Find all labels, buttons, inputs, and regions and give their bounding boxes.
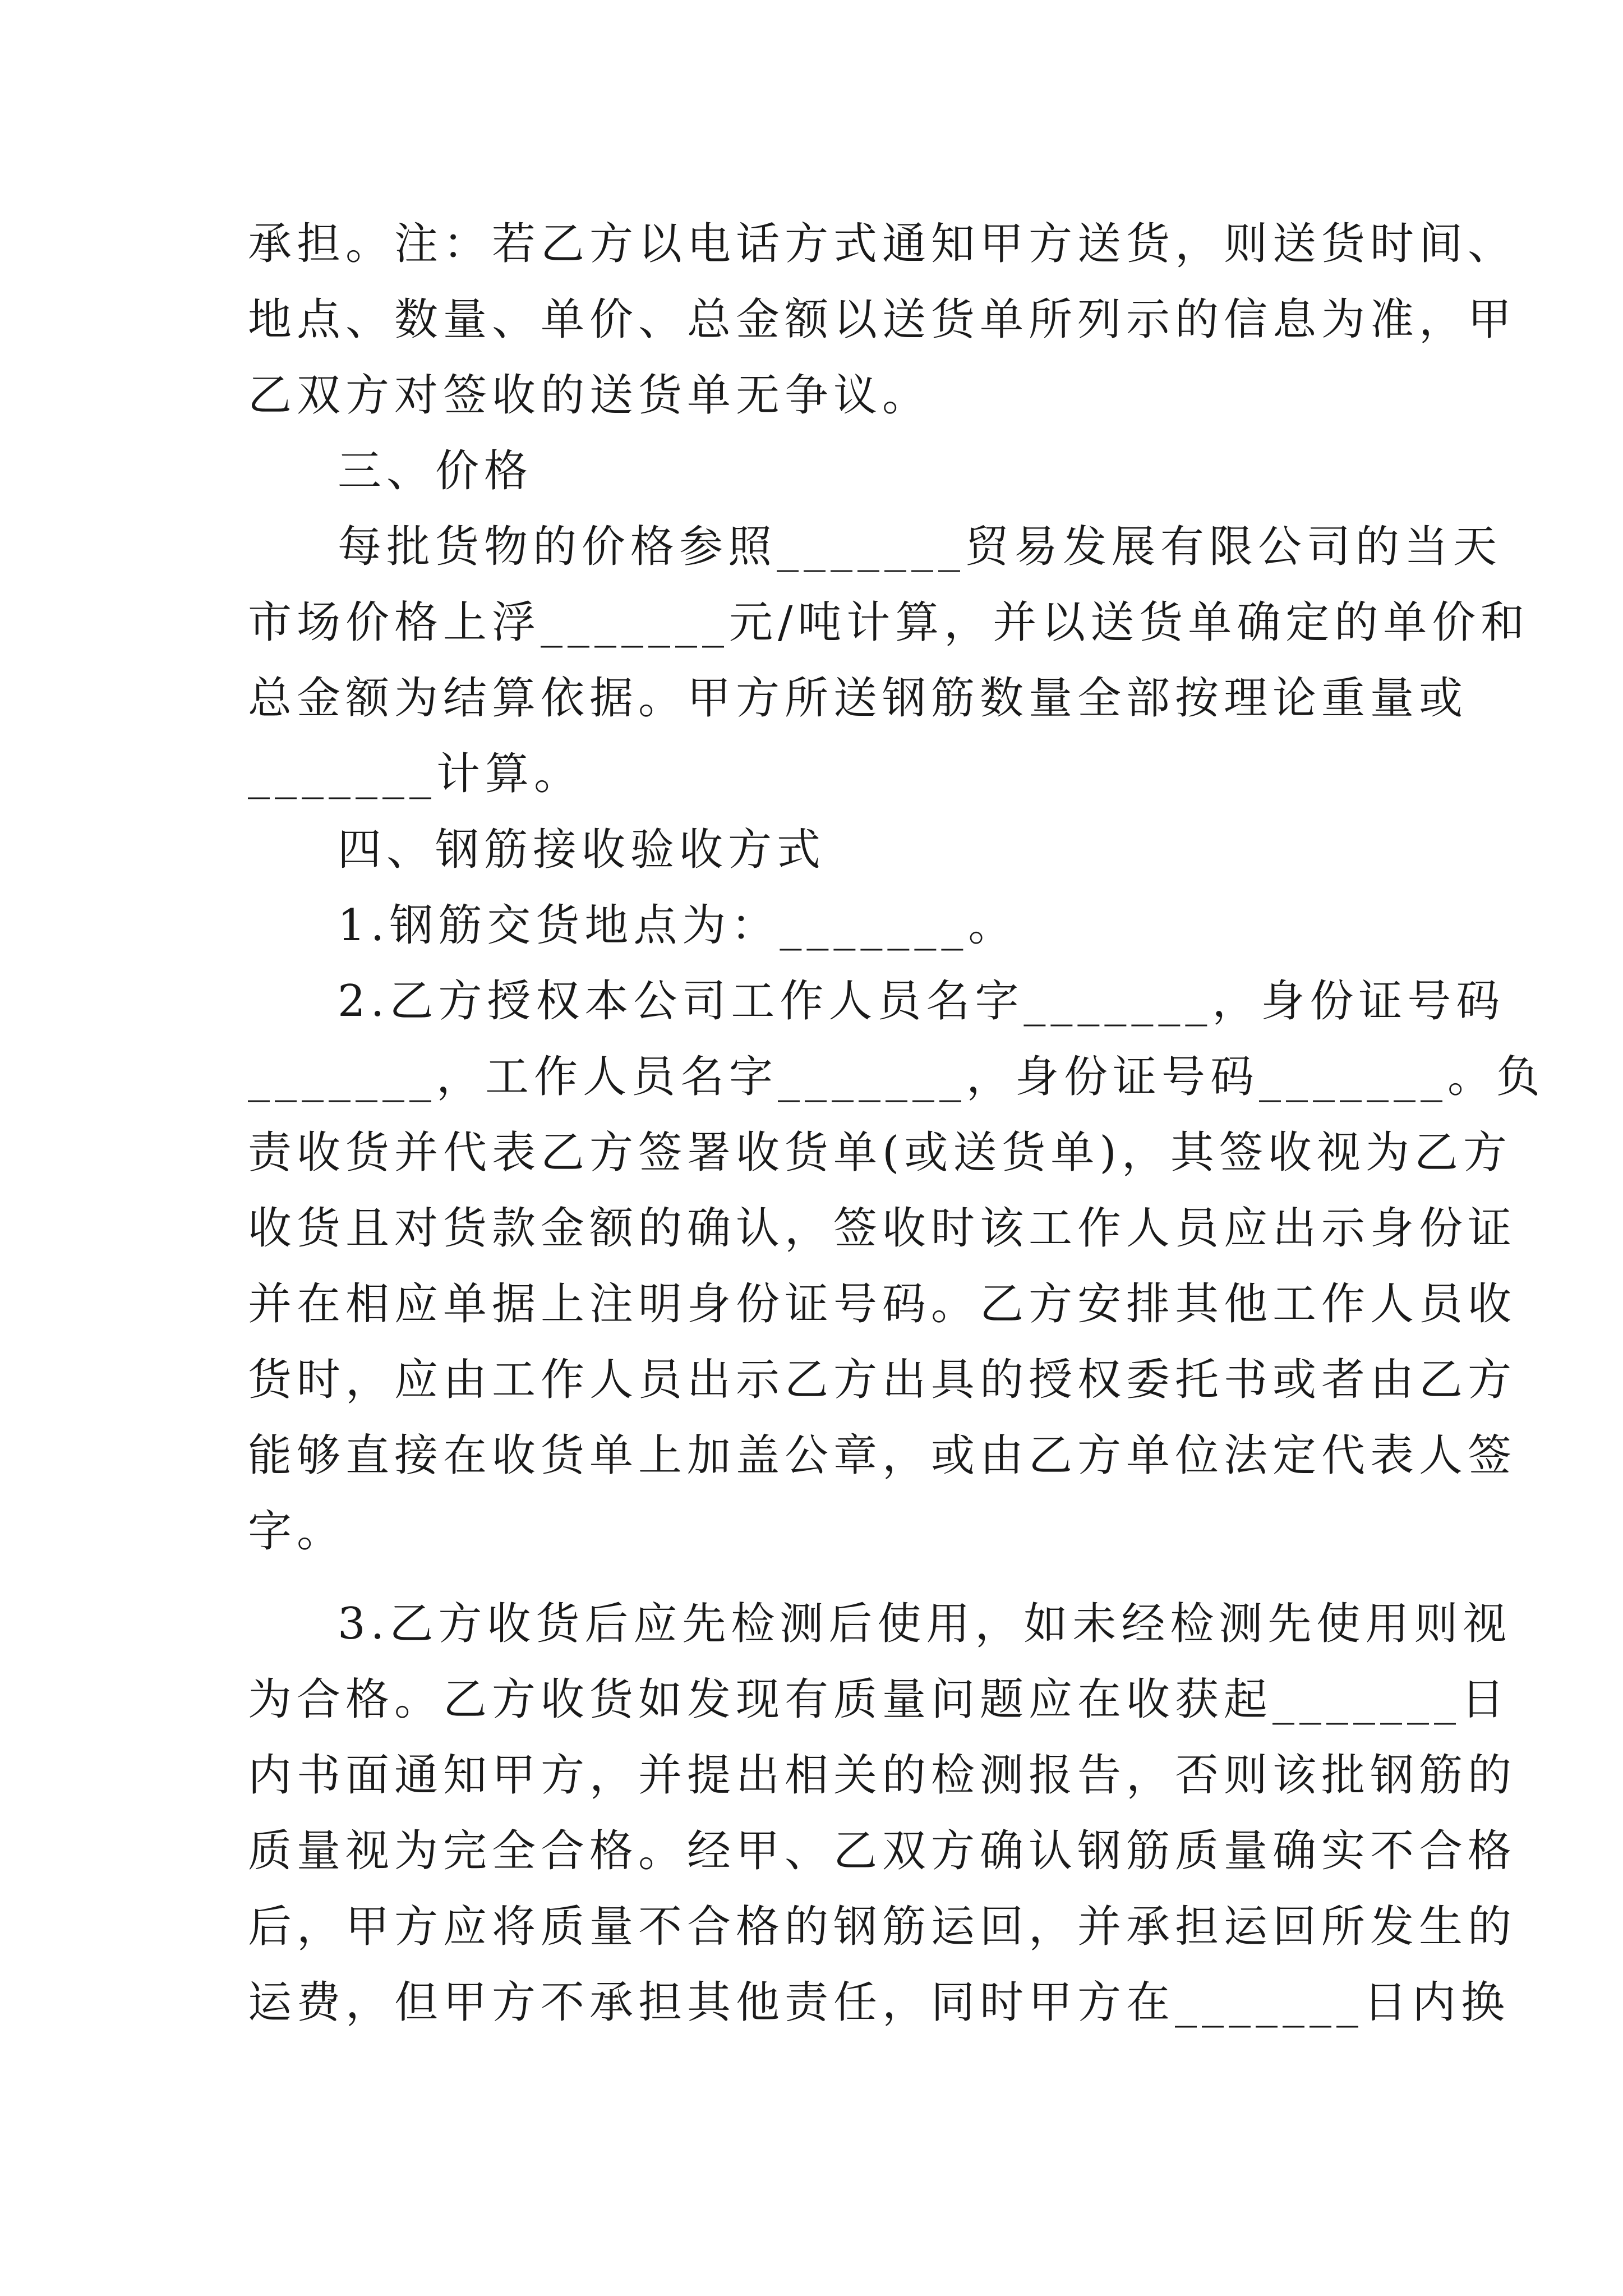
text-line: 3.乙方收货后应先检测后使用，如未经检测先使用则视 bbox=[338, 1599, 1512, 1649]
text-line: 收货且对货款金额的确认，签收时该工作人员应出示身份证 bbox=[248, 1203, 1517, 1254]
text-line: 1.钢筋交货地点为：_______。 bbox=[338, 900, 1017, 951]
section-heading-price: 三、价格 bbox=[338, 446, 533, 496]
text-line: 责收货并代表乙方签署收货单(或送货单)，其签收视为乙方 bbox=[248, 1128, 1512, 1178]
text-line: 2.乙方授权本公司工作人员名字_______，身份证号码 bbox=[338, 976, 1505, 1027]
text-line: 字。 bbox=[248, 1506, 346, 1557]
text-line: 并在相应单据上注明身份证号码。乙方安排其他工作人员收 bbox=[248, 1279, 1517, 1329]
text-line: 质量视为完全合格。经甲、乙双方确认钢筋质量确实不合格 bbox=[248, 1826, 1517, 1876]
text-line: 货时，应由工作人员出示乙方出具的授权委托书或者由乙方 bbox=[248, 1355, 1517, 1405]
text-line: 内书面通知甲方，并提出相关的检测报告，否则该批钢筋的 bbox=[248, 1750, 1517, 1801]
text-line: 运费，但甲方不承担其他责任，同时甲方在_______日内换 bbox=[248, 1977, 1510, 2028]
text-line: 地点、数量、单价、总金额以送货单所列示的信息为准，甲 bbox=[248, 295, 1517, 345]
text-line: 乙双方对签收的送货单无争议。 bbox=[248, 370, 932, 421]
text-line: 承担。注：若乙方以电话方式通知甲方送货，则送货时间、 bbox=[248, 219, 1517, 269]
text-line: _______，工作人员名字_______，身份证号码_______。负 bbox=[248, 1052, 1546, 1102]
text-line: 总金额为结算依据。甲方所送钢筋数量全部按理论重量或 bbox=[248, 673, 1468, 724]
text-line: 每批货物的价格参照_______贸易发展有限公司的当天 bbox=[338, 522, 1502, 572]
section-heading-acceptance: 四、钢筋接收验收方式 bbox=[338, 825, 826, 875]
text-line: 为合格。乙方收货如发现有质量问题应在收获起_______日 bbox=[248, 1674, 1510, 1725]
text-line: 市场价格上浮_______元/吨计算，并以送货单确定的单价和 bbox=[248, 597, 1530, 648]
text-line: _______计算。 bbox=[248, 749, 583, 799]
text-line: 后，甲方应将质量不合格的钢筋运回，并承担运回所发生的 bbox=[248, 1902, 1517, 1952]
text-line: 能够直接在收货单上加盖公章，或由乙方单位法定代表人签 bbox=[248, 1430, 1517, 1481]
